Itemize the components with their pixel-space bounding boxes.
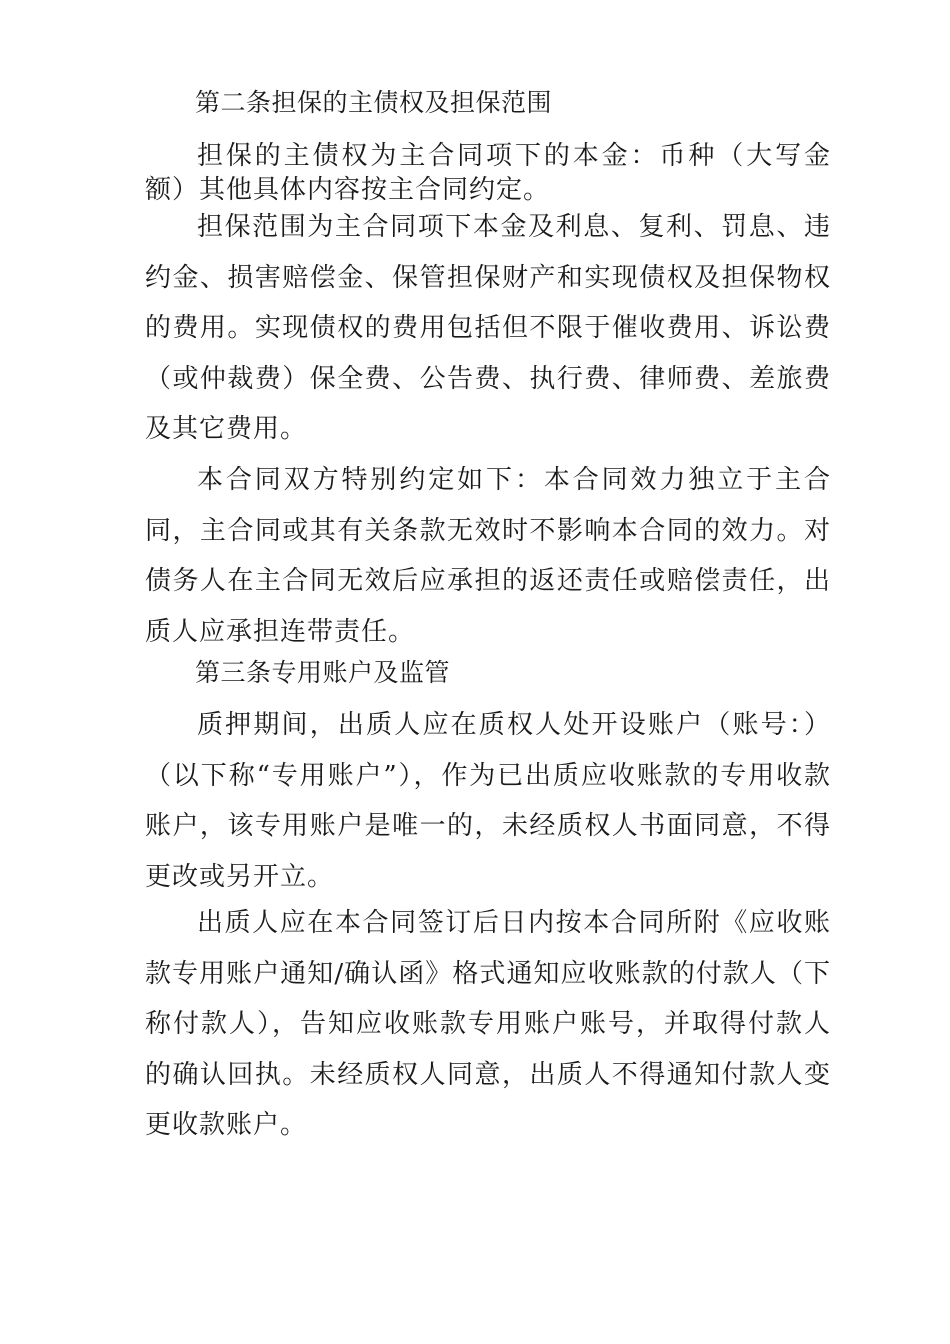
section-3-heading: 第三条专用账户及监管 bbox=[195, 658, 451, 687]
section-3-paragraph-1: 质押期间，出质人应在质权人处开设账户（账号：）（以下称“专用账户”），作为已出质应收账款的专用收款账户，该专用账户是唯一的，未经质权人书面同意，不得更改或另开立。 bbox=[145, 710, 831, 892]
section-2-paragraph-1: 担保的主债权为主合同项下的本金：币种（大写金额）其他具体内容按主合同约定。 bbox=[145, 141, 831, 205]
section-3-paragraph-2: 出质人应在本合同签订后日内按本合同所附《应收账款专用账户通知/确认函》格式通知应收账款的付款人（下称付款人），告知应收账款专用账户账号，并取得付款人的确认回执。未经质权人同意，出质人不得通知付款人变更收款账户。 bbox=[145, 908, 831, 1140]
section-2-paragraph-2: 担保范围为主合同项下本金及利息、复利、罚息、违约金、损害赔偿金、保管担保财产和实现债权及担保物权的费用。实现债权的费用包括但不限于催收费用、诉讼费（或仲裁费）保全费、公告费、执行费、律师费、差旅费及其它费用。 bbox=[145, 212, 831, 444]
section-2-paragraph-3: 本合同双方特别约定如下：本合同效力独立于主合同，主合同或其有关条款无效时不影响本合同的效力。对债务人在主合同无效后应承担的返还责任或赔偿责任，出质人应承担连带责任。 bbox=[145, 465, 831, 647]
section-2-heading: 第二条担保的主债权及担保范围 bbox=[195, 88, 553, 117]
